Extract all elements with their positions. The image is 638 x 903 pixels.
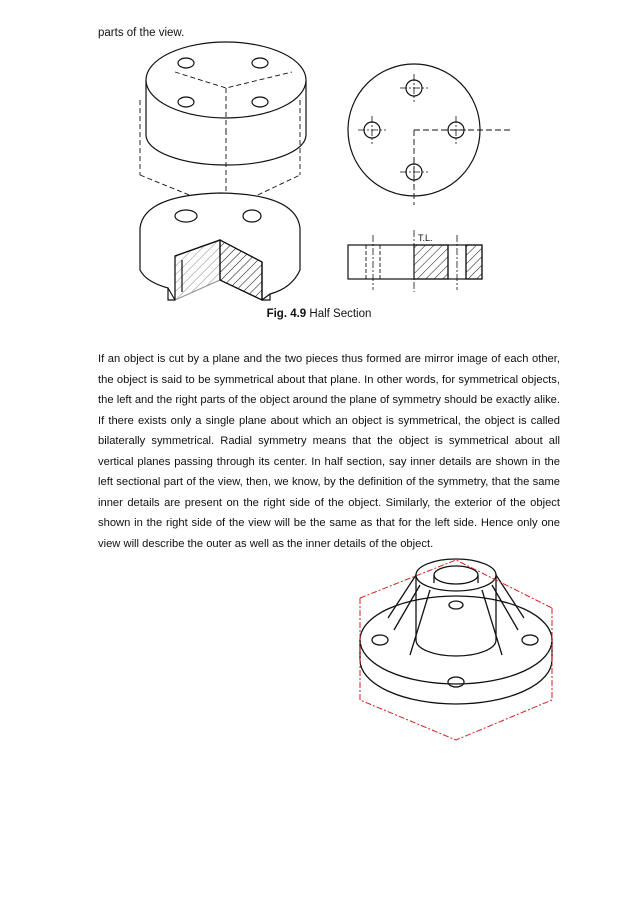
paragraph-text: If an object is cut by a plane and the two pieces thus formed are mirror image of each other, the object is said to be symmetrical about that plane. In other words, for symmetrical objects, the left and the right parts of the object around the plane of symmetry should be exactly alike. If there exists only a single plane about which an object is symmetrical, the object is called bilaterally symmetrical. Radial symmetry means that the object is symmetrical about all vertical planes passing through its center. In half section, say inner details are shown in the left sectional part of the view, then, we know, by the definition of the symmetry, that the same inner details are present on the right side of the object. Similarly, the exterior of the object shown in the right side of the view will be the same as that for the left side. Hence only one view will describe the outer as well as the inner details of the object.: [98, 353, 560, 550]
figure-caption: [0, 308, 638, 320]
caption-label: Fig. 4.9: [266, 308, 307, 320]
intro-text: parts of the view.: [98, 27, 185, 39]
flange-pictorial: [360, 559, 552, 704]
sectioned-pictorial: [140, 193, 300, 300]
sectional-front-view: [348, 230, 482, 292]
body-paragraph: [98, 349, 560, 554]
tl-label: T.L.: [418, 233, 433, 243]
top-view: [348, 64, 510, 205]
cylinder-pictorial: [140, 42, 306, 210]
caption-text: Half Section: [306, 308, 372, 320]
